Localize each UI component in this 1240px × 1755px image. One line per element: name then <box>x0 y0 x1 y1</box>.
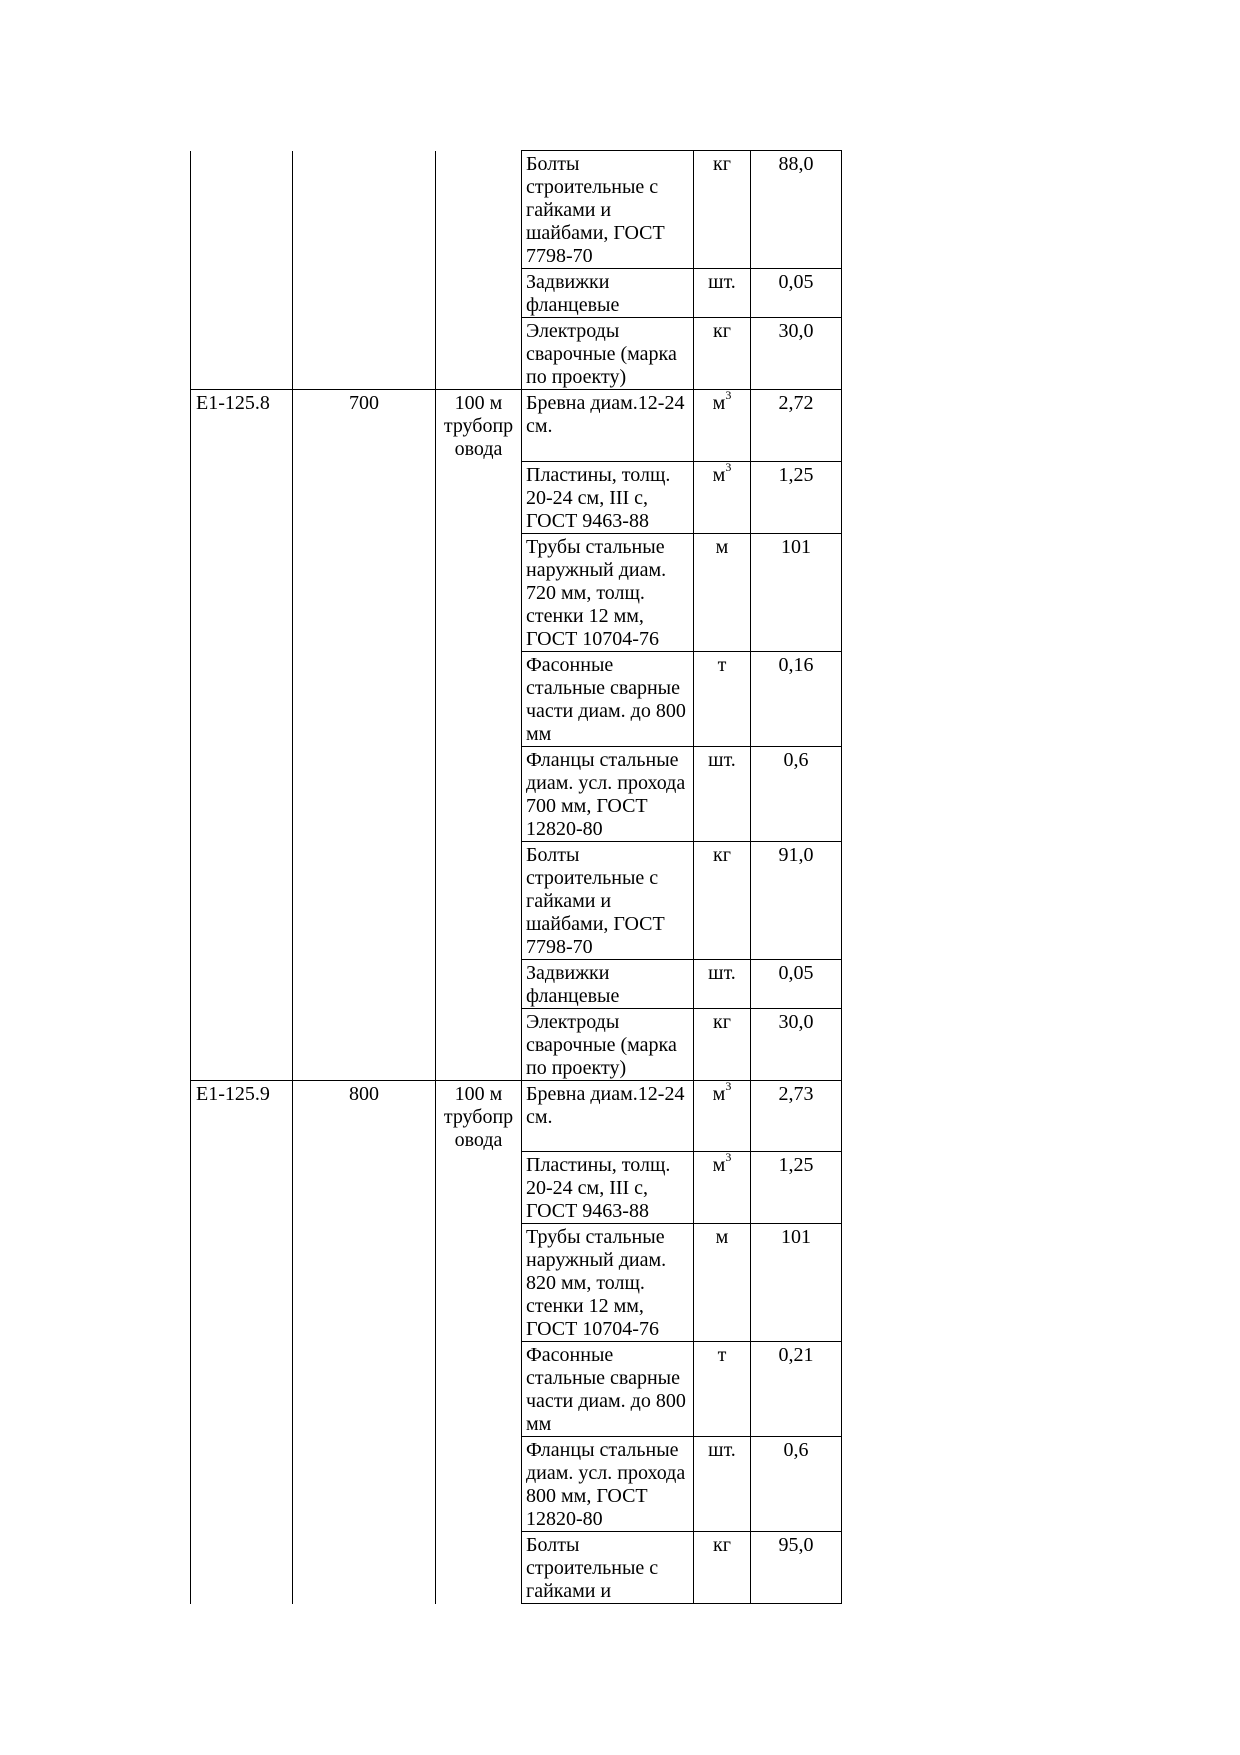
table-row <box>191 1532 842 1604</box>
material-cell: Бревна диам.12-24 см. <box>522 1080 694 1152</box>
diameter-cell <box>293 841 436 959</box>
table-row <box>191 1080 842 1152</box>
table-row <box>191 318 842 390</box>
value-cell: 0,05 <box>751 959 842 1008</box>
value-cell: 2,73 <box>751 1080 842 1152</box>
unit-measure-cell <box>436 269 522 318</box>
material-cell: Задвижки фланцевые <box>522 959 694 1008</box>
unit-text: т <box>717 653 727 676</box>
diameter-cell <box>293 1437 436 1532</box>
table-row <box>191 151 842 269</box>
code-cell <box>191 533 293 651</box>
unit-text: кг <box>713 153 731 175</box>
value-cell: 0,05 <box>751 269 842 318</box>
unit-cell <box>694 461 751 533</box>
table-row <box>191 651 842 746</box>
unit-text: м <box>715 1226 729 1248</box>
diameter-cell <box>293 151 436 269</box>
unit-superscript: 3 <box>725 1078 732 1093</box>
diameter-cell <box>293 269 436 318</box>
diameter-cell <box>293 533 436 651</box>
unit-text: шт. <box>708 271 736 293</box>
table-row <box>191 461 842 533</box>
unit-measure-cell <box>436 1008 522 1080</box>
value-cell: 1,25 <box>751 1152 842 1224</box>
unit-text: т <box>717 1344 727 1366</box>
diameter-cell <box>293 959 436 1008</box>
material-cell: Фасонные стальные сварные части диам. до 800 мм <box>522 1342 694 1437</box>
unit-text: шт. <box>708 748 736 771</box>
unit-cell <box>694 1342 751 1437</box>
unit-cell <box>694 269 751 318</box>
material-cell: Фасонные стальные сварные части диам. до 800 мм <box>522 651 694 746</box>
code-cell: Е1-125.8 <box>191 390 293 462</box>
unit-measure-cell <box>436 746 522 841</box>
unit-cell <box>694 1008 751 1080</box>
unit-text: шт. <box>708 1439 736 1461</box>
code-cell <box>191 1437 293 1532</box>
material-cell: Трубы стальные наружный диам. 820 мм, толщ. стенки 12 мм, ГОСТ 10704-76 <box>522 1224 694 1342</box>
unit-text: м <box>712 392 726 414</box>
unit-superscript: 3 <box>725 459 732 474</box>
unit-measure-cell: 100 м трубопр овода <box>436 390 522 462</box>
value-cell: 101 <box>751 533 842 651</box>
unit-cell <box>694 1080 751 1152</box>
material-cell: Трубы стальные наружный диам. 720 мм, толщ. стенки 12 мм, ГОСТ 10704-76 <box>522 533 694 651</box>
value-cell: 88,0 <box>751 151 842 269</box>
table-row <box>191 1342 842 1437</box>
unit-text: м <box>712 1154 726 1176</box>
unit-cell <box>694 151 751 269</box>
diameter-cell <box>293 1224 436 1342</box>
material-cell: Пластины, толщ. 20-24 см, III с, ГОСТ 9463-88 <box>522 1152 694 1224</box>
code-cell <box>191 269 293 318</box>
unit-text: кг <box>713 1534 731 1556</box>
code-cell <box>191 461 293 533</box>
material-cell: Болты строительные с гайками и шайбами, ГОСТ 7798-70 <box>522 151 694 269</box>
table-row <box>191 746 842 841</box>
diameter-cell <box>293 318 436 390</box>
unit-measure-cell <box>436 151 522 269</box>
unit-cell <box>694 1152 751 1224</box>
unit-measure-cell <box>436 1224 522 1342</box>
unit-text: шт. <box>708 961 736 984</box>
value-cell: 30,0 <box>751 1008 842 1080</box>
material-cell: Бревна диам.12-24 см. <box>522 390 694 462</box>
unit-text: м <box>712 463 726 486</box>
code-cell <box>191 1532 293 1604</box>
value-cell: 0,16 <box>751 651 842 746</box>
value-cell: 95,0 <box>751 1532 842 1604</box>
diameter-cell <box>293 1342 436 1437</box>
material-cell: Фланцы стальные диам. усл. прохода 700 мм, ГОСТ 12820-80 <box>522 746 694 841</box>
unit-cell <box>694 841 751 959</box>
unit-text: м <box>712 1082 726 1105</box>
unit-measure-cell <box>436 533 522 651</box>
table-row <box>191 390 842 462</box>
unit-cell <box>694 651 751 746</box>
material-cell: Пластины, толщ. 20-24 см, III с, ГОСТ 9463-88 <box>522 461 694 533</box>
table-row <box>191 1008 842 1080</box>
code-cell <box>191 1008 293 1080</box>
diameter-cell <box>293 1532 436 1604</box>
material-cell: Фланцы стальные диам. усл. прохода 800 мм, ГОСТ 12820-80 <box>522 1437 694 1532</box>
unit-cell <box>694 959 751 1008</box>
diameter-cell: 700 <box>293 390 436 462</box>
table-row <box>191 841 842 959</box>
diameter-cell <box>293 461 436 533</box>
value-cell: 0,21 <box>751 1342 842 1437</box>
table-row <box>191 269 842 318</box>
diameter-cell <box>293 651 436 746</box>
unit-measure-cell <box>436 318 522 390</box>
unit-measure-cell <box>436 461 522 533</box>
material-cell: Болты строительные с гайками и <box>522 1532 694 1604</box>
code-cell <box>191 1342 293 1437</box>
code-cell <box>191 841 293 959</box>
unit-text: м <box>715 535 729 558</box>
value-cell: 0,6 <box>751 746 842 841</box>
unit-measure-cell <box>436 1532 522 1604</box>
unit-cell <box>694 533 751 651</box>
code-cell <box>191 651 293 746</box>
table-row <box>191 1224 842 1342</box>
unit-measure-cell: 100 м трубопр овода <box>436 1080 522 1152</box>
diameter-cell <box>293 746 436 841</box>
value-cell: 101 <box>751 1224 842 1342</box>
table-row <box>191 1437 842 1532</box>
value-cell: 2,72 <box>751 390 842 462</box>
value-cell: 1,25 <box>751 461 842 533</box>
unit-text: кг <box>713 320 731 342</box>
unit-measure-cell <box>436 1342 522 1437</box>
code-cell <box>191 151 293 269</box>
code-cell <box>191 318 293 390</box>
unit-text: кг <box>713 843 731 866</box>
table-row <box>191 959 842 1008</box>
unit-measure-cell <box>436 959 522 1008</box>
unit-measure-cell <box>436 841 522 959</box>
material-cell: Задвижки фланцевые <box>522 269 694 318</box>
material-cell: Электроды сварочные (марка по проекту) <box>522 318 694 390</box>
value-cell: 30,0 <box>751 318 842 390</box>
material-cell: Болты строительные с гайками и шайбами, ГОСТ 7798-70 <box>522 841 694 959</box>
unit-cell <box>694 318 751 390</box>
table-row <box>191 533 842 651</box>
code-cell <box>191 1224 293 1342</box>
diameter-cell <box>293 1152 436 1224</box>
value-cell: 91,0 <box>751 841 842 959</box>
value-cell: 0,6 <box>751 1437 842 1532</box>
unit-text: кг <box>713 1010 731 1033</box>
material-cell: Электроды сварочные (марка по проекту) <box>522 1008 694 1080</box>
table-row <box>191 1152 842 1224</box>
unit-cell <box>694 746 751 841</box>
norms-table <box>190 150 842 1604</box>
diameter-cell <box>293 1008 436 1080</box>
unit-measure-cell <box>436 1152 522 1224</box>
code-cell: Е1-125.9 <box>191 1080 293 1152</box>
unit-superscript: 3 <box>725 388 732 402</box>
code-cell <box>191 746 293 841</box>
diameter-cell: 800 <box>293 1080 436 1152</box>
unit-cell <box>694 1224 751 1342</box>
unit-cell <box>694 1437 751 1532</box>
table-body <box>191 151 842 1604</box>
unit-cell <box>694 1532 751 1604</box>
unit-measure-cell <box>436 651 522 746</box>
unit-cell <box>694 390 751 462</box>
code-cell <box>191 1152 293 1224</box>
unit-superscript: 3 <box>725 1150 732 1164</box>
code-cell <box>191 959 293 1008</box>
unit-measure-cell <box>436 1437 522 1532</box>
